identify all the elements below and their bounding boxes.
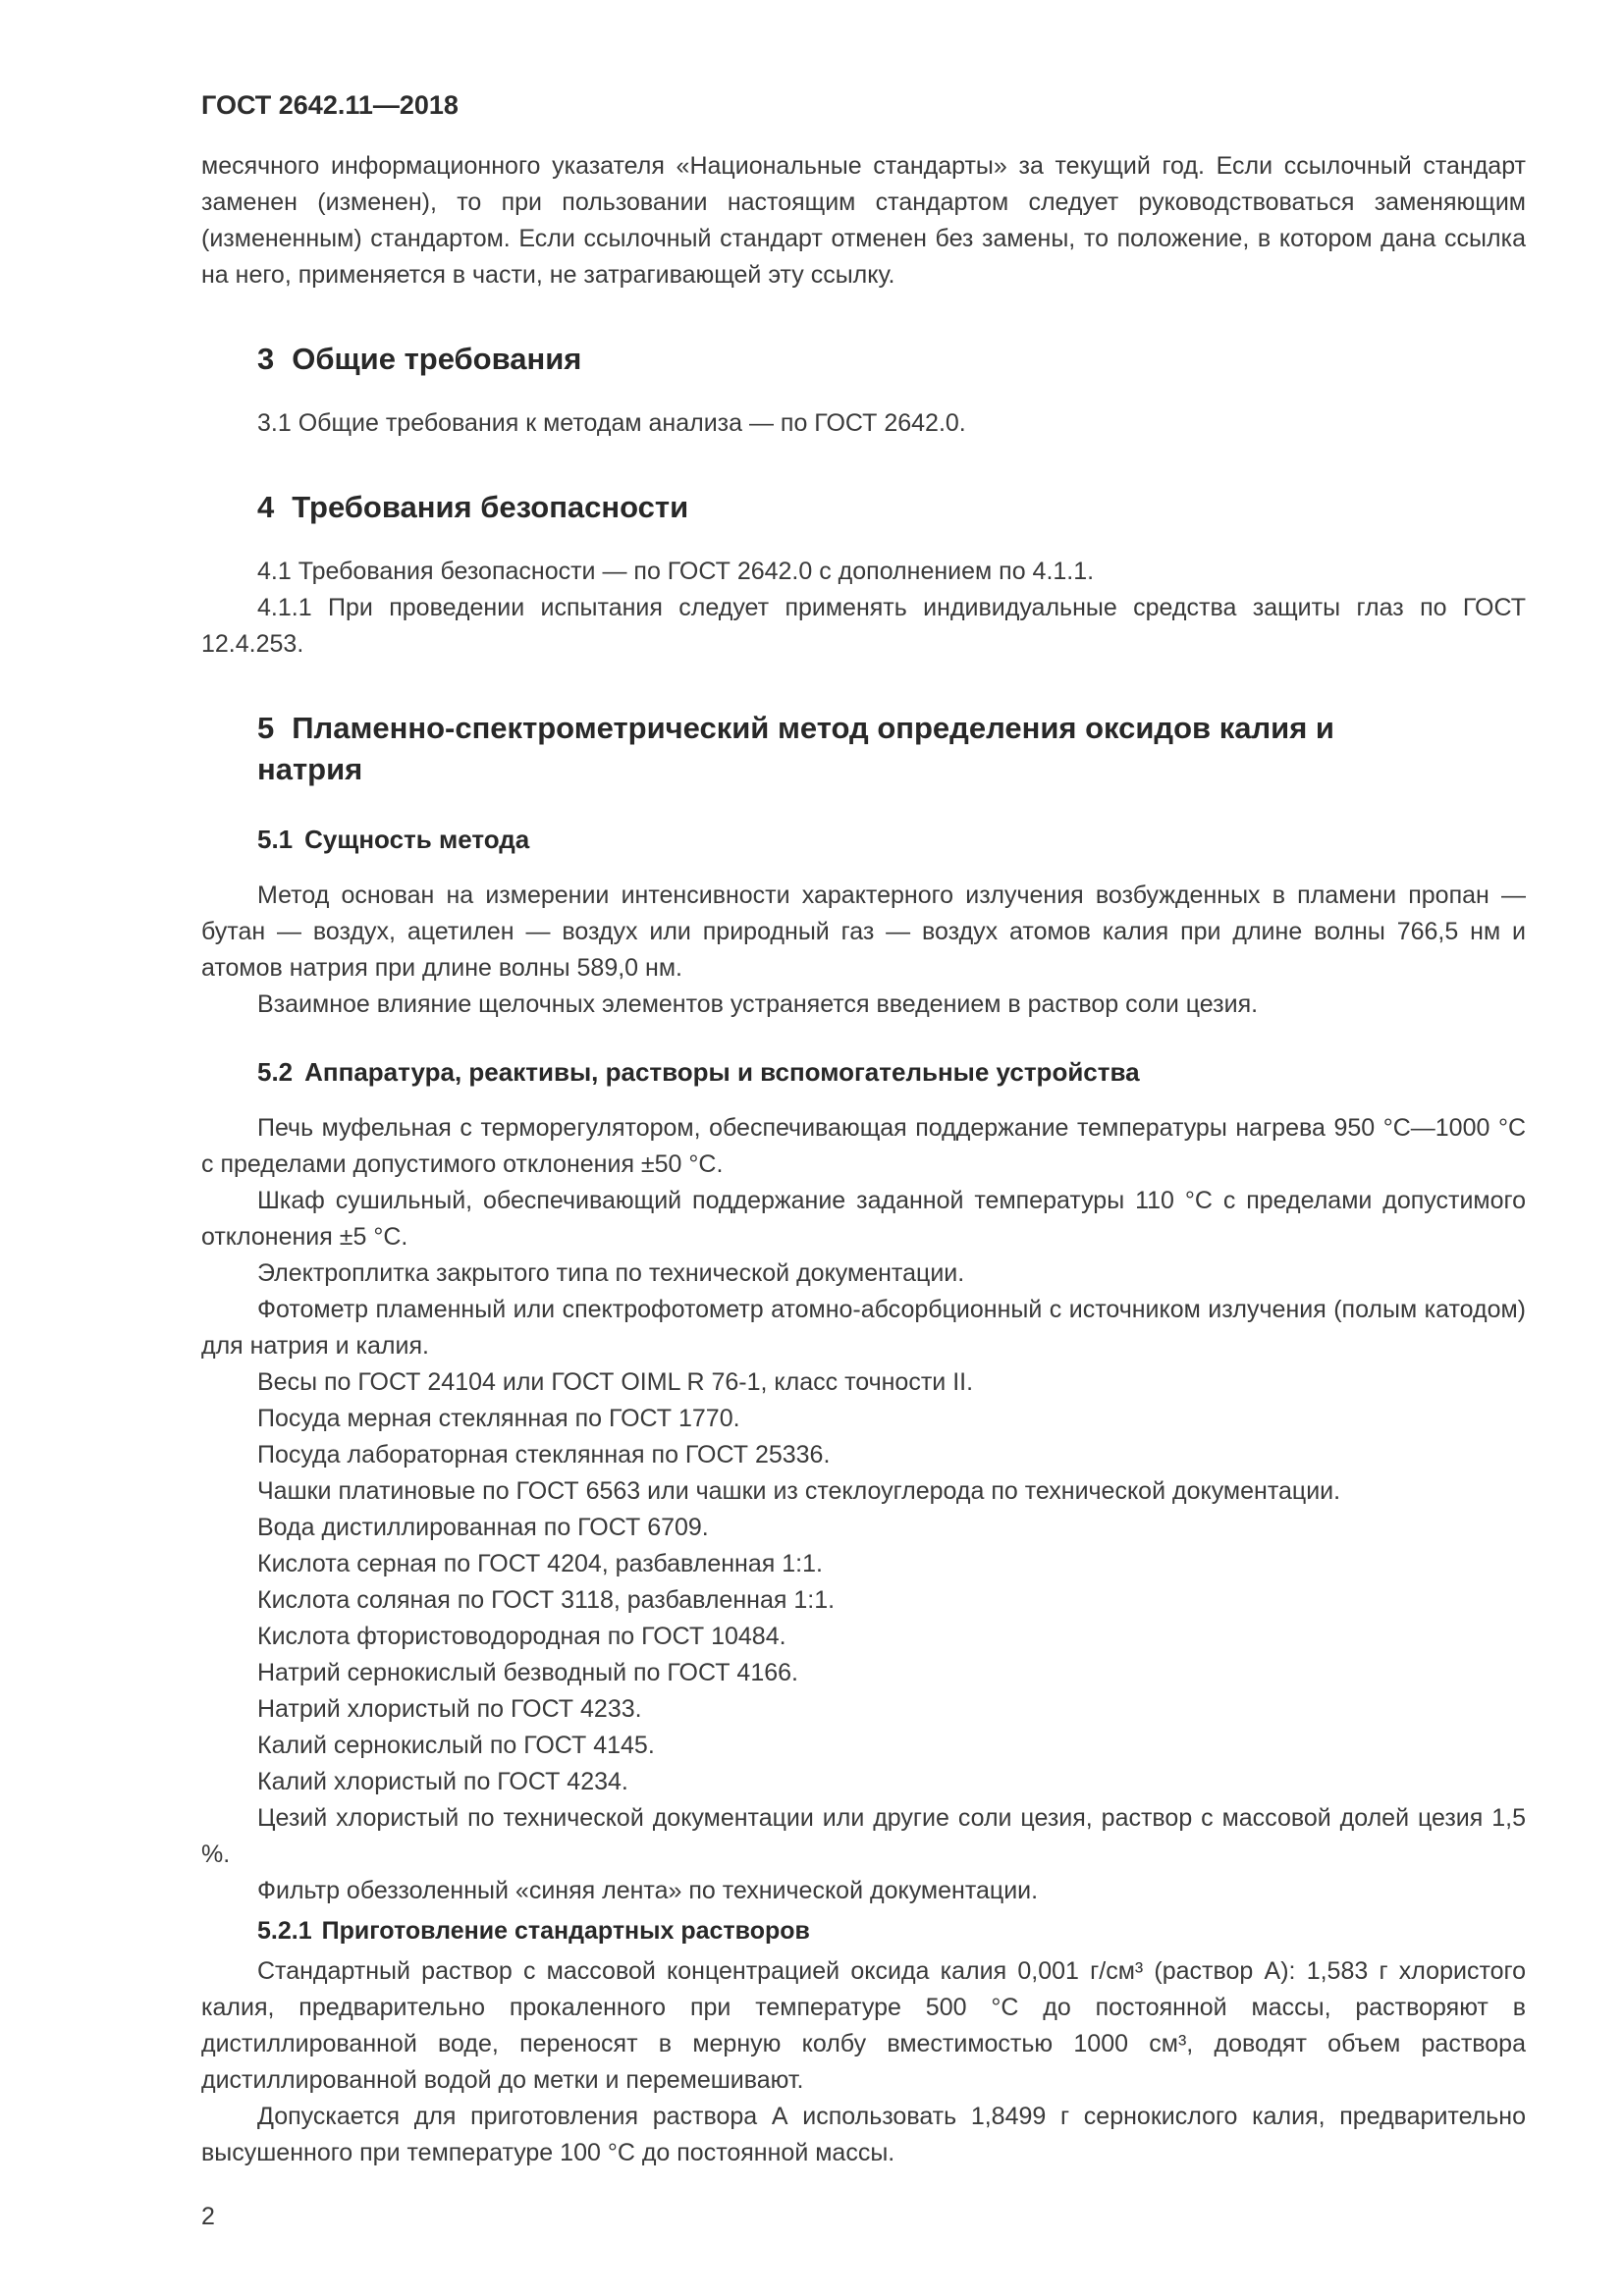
paragraph-method: Метод основан на измерении интенсивности характерного излучения возбужденных в пламени пропан — бутан — воздух, ацетилен — воздух или природный газ — воздух атомов калия при длине волны 766,5 нм и атомов натрия при длине волны 589,0 нм. bbox=[201, 881, 1526, 982]
reagent-item: Посуда мерная стеклянная по ГОСТ 1770. bbox=[257, 1405, 740, 1432]
intro-paragraph: месячного информационного указателя «Национальные стандарты» за текущий год. Если ссылочный стандарт заменен (изменен), то при пользовании настоящим стандартом следует руководствоваться заменяющим (измененным) стандартом. Если ссылочный стандарт отменен без замены, то положение, в котором дана ссылка на него, применяется в части, не затрагивающей эту ссылку. bbox=[201, 152, 1526, 289]
paragraph-cesium-note: Взаимное влияние щелочных элементов устраняется введением в раствор соли цезия. bbox=[257, 990, 1259, 1018]
subsection-number: 5.2 bbox=[257, 1057, 294, 1087]
subsection-title: Приготовление стандартных растворов bbox=[321, 1917, 810, 1945]
section-title: Требования безопасности bbox=[292, 490, 689, 524]
subsection-title: Аппаратура, реактивы, растворы и вспомогательные устройства bbox=[304, 1057, 1140, 1087]
reagent-item: Натрий сернокислый безводный по ГОСТ 4166. bbox=[257, 1659, 798, 1686]
reagent-item: Электроплитка закрытого типа по технической документации. bbox=[257, 1259, 965, 1287]
section-number: 3 bbox=[257, 342, 275, 376]
section-title: Пламенно-спектрометрический метод определения оксидов калия и натрия bbox=[257, 711, 1334, 786]
paragraph-3-1: 3.1 Общие требования к методам анализа — по ГОСТ 2642.0. bbox=[257, 409, 966, 437]
subsection-number: 5.2.1 bbox=[257, 1917, 312, 1945]
subsection-title: Сущность метода bbox=[304, 825, 530, 854]
paragraph-4-1-1: 4.1.1 При проведении испытания следует применять индивидуальные средства защиты глаз по ГОСТ 12.4.253. bbox=[201, 594, 1526, 658]
reagent-item: Весы по ГОСТ 24104 или ГОСТ OIML R 76-1, класс точности II. bbox=[257, 1368, 974, 1396]
reagent-item: Шкаф сушильный, обеспечивающий поддержание заданной температуры 110 °С с пределами допустимого отклонения ±5 °С. bbox=[201, 1187, 1526, 1251]
reagent-item: Цезий хлористый по технической документации или другие соли цезия, раствор с массовой долей цезия 1,5 %. bbox=[201, 1804, 1526, 1868]
section-number: 4 bbox=[257, 490, 275, 524]
section-heading-3 bbox=[257, 339, 1526, 380]
paragraph-4-1: 4.1 Требования безопасности — по ГОСТ 2642.0 с дополнением по 4.1.1. bbox=[257, 558, 1095, 585]
paragraph-solution-a: Стандартный раствор с массовой концентрацией оксида калия 0,001 г/см³ (раствор А): 1,583 г хлористого калия, предварительно прокаленного при температуре 500 °С до постоянной массы, растворяют в дистиллированной воде, переносят в мерную колбу вместимостью 1000 см³, доводят объем раствора дистиллированной водой до метки и перемешивают. bbox=[201, 1957, 1526, 2094]
paragraph-solution-a-alt: Допускается для приготовления раствора А использовать 1,8499 г сернокислого калия, предварительно высушенного при температуре 100 °С до постоянной массы. bbox=[201, 2103, 1526, 2166]
reagent-item: Калий хлористый по ГОСТ 4234. bbox=[257, 1768, 628, 1795]
reagent-item: Калий сернокислый по ГОСТ 4145. bbox=[257, 1732, 655, 1759]
reagent-item: Вода дистиллированная по ГОСТ 6709. bbox=[257, 1514, 709, 1541]
subsection-heading-5-1 bbox=[257, 822, 1526, 858]
section-number: 5 bbox=[257, 711, 275, 745]
reagent-item: Чашки платиновые по ГОСТ 6563 или чашки из стеклоуглерода по технической документации. bbox=[257, 1477, 1341, 1505]
reagent-item: Кислота фтористоводородная по ГОСТ 10484. bbox=[257, 1623, 786, 1650]
page-number: 2 bbox=[201, 2203, 215, 2230]
reagent-item: Кислота серная по ГОСТ 4204, разбавленная 1:1. bbox=[257, 1550, 823, 1577]
reagent-item: Посуда лабораторная стеклянная по ГОСТ 25336. bbox=[257, 1441, 831, 1468]
subsection-heading-5-2 bbox=[257, 1054, 1526, 1091]
document-body bbox=[201, 148, 1526, 2171]
reagent-item: Печь муфельная с терморегулятором, обеспечивающая поддержание температуры нагрева 950 °С—1000 °С с пределами допустимого отклонения ±50 °С. bbox=[201, 1114, 1526, 1178]
reagent-item: Натрий хлористый по ГОСТ 4233. bbox=[257, 1695, 642, 1723]
subsection-number: 5.1 bbox=[257, 825, 294, 854]
section-heading-5 bbox=[257, 708, 1396, 790]
reagent-item: Фотометр пламенный или спектрофотометр атомно-абсорбционный с источником излучения (полым катодом) для натрия и калия. bbox=[201, 1296, 1526, 1360]
running-header: ГОСТ 2642.11—2018 bbox=[201, 90, 459, 120]
section-heading-4 bbox=[257, 487, 1526, 528]
reagent-item: Кислота соляная по ГОСТ 3118, разбавленная 1:1. bbox=[257, 1586, 836, 1614]
section-title: Общие требования bbox=[292, 342, 582, 376]
reagent-item: Фильтр обеззоленный «синяя лента» по технической документации. bbox=[257, 1877, 1039, 1904]
subsection-heading-5-2-1 bbox=[201, 1913, 1526, 1949]
